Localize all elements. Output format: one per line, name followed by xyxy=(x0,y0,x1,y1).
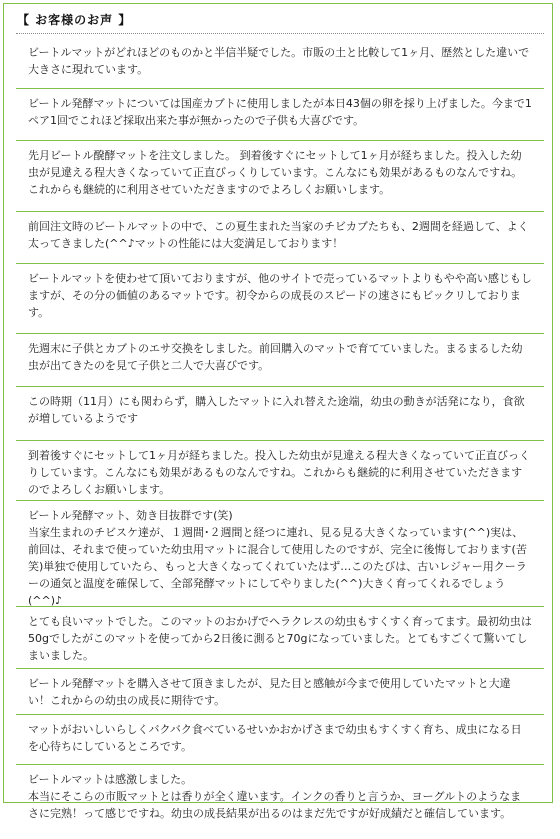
section-title: 【 お客様のお声 】 xyxy=(17,13,132,27)
review-item: この時期（11月）にも関わらず，購入したマットに入れ替えた途端，幼虫の動きが活発になり，食欲が増しているようです xyxy=(16,387,544,441)
review-item: ビートルマットがどれほどのものかと半信半疑でした。市販の土と比較して1ヶ月、歴然とした違いで大きさに現れています。 xyxy=(16,38,544,89)
review-item: ビートル発酵マットを購入させて頂きましたが、見た目と感触が今まで使用していたマットと大違い！これからの幼虫の成長に期待です。 xyxy=(16,669,544,715)
review-item: マットがおいしいらしくバクバク食べているせいかおかげさまで幼虫もすくすく育ち、成虫になる日を心待ちにしているところです。 xyxy=(16,715,544,765)
review-item: ビートル発酵マット、効き目抜群です(笑) 当家生まれのチビスケ達が、１週間･２週間と経つに連れ、見る見る大きくなっています(^^)実は、前回は、それまで使っていた幼虫用マットに混合して使用したのですが、完全に後悔しております(苦笑)単独で使用していたら、もっと大きくなってくれていたはず…このたびは、古いレジャー用クーラーの通気と温度を確保して、全部発酵マットにしてやりました(^^)大きく育ってくれるでしょう(^^)♪ xyxy=(16,501,544,607)
review-item: 前回注文時のビートルマットの中で、この夏生まれた当家のチビカブたちも、2週間を経過して、よく太ってきました(^^♪マットの性能には大変満足しております！ xyxy=(16,212,544,264)
review-item: ビートルマットを使わせて頂いておりますが、他のサイトで売っているマットよりもやや高い感じもしますが、その分の価値のあるマットです。初令からの成長のスピードの速さにもビックリしております。 xyxy=(16,264,544,334)
title-divider xyxy=(16,33,544,34)
review-item: ビートル発酵マットについては国産カブトに使用しましたが本日43個の卵を採り上げました。今まで1ペア1回でこれほど採取出来た事が無かったので子供も大喜びです。 xyxy=(16,89,544,141)
review-item: 先週末に子供とカブトのエサ交換をしました。前回購入のマットで育てていました。まるまるした幼虫が出てきたのを見て子供と二人で大喜びです。 xyxy=(16,334,544,387)
reviews-panel xyxy=(3,3,553,820)
review-item: ビートルマットは感激しました。 本当にそこらの市販マットとは香りが全く違います。インクの香りと言うか、ヨーグルトのようなまさに完熟！って感じですね。幼虫の成長結果が出るのはまだ先ですが好成績だと確信しています。 xyxy=(28,773,522,820)
review-list xyxy=(16,38,544,839)
review-item: とても良いマットでした。このマットのおかげでヘラクレスの幼虫もすくすく育ってます。最初幼虫は50gでしたがこのマットを使ってから2日後に測ると70gになっていました。とてもすごくて驚いてしまいました。 xyxy=(16,607,544,669)
review-item: 先月ビートル醗酵マットを注文しました。 到着後すぐにセットして1ヶ月が経ちました。投入した幼虫が見違える程大きくなっていて正直びっくりしています。こんなにも効果があるものなんですね。これからも継続的に利用させていただきますのでよろしくお願いします。 xyxy=(16,141,544,212)
review-item: 到着後すぐにセットして1ヶ月が経ちました。投入した幼虫が見違える程大きくなっていて正直びっくりしています。こんなにも効果があるものなんですね。これからも継続的に利用させていただきますのでよろしくお願いします。 xyxy=(16,441,544,501)
